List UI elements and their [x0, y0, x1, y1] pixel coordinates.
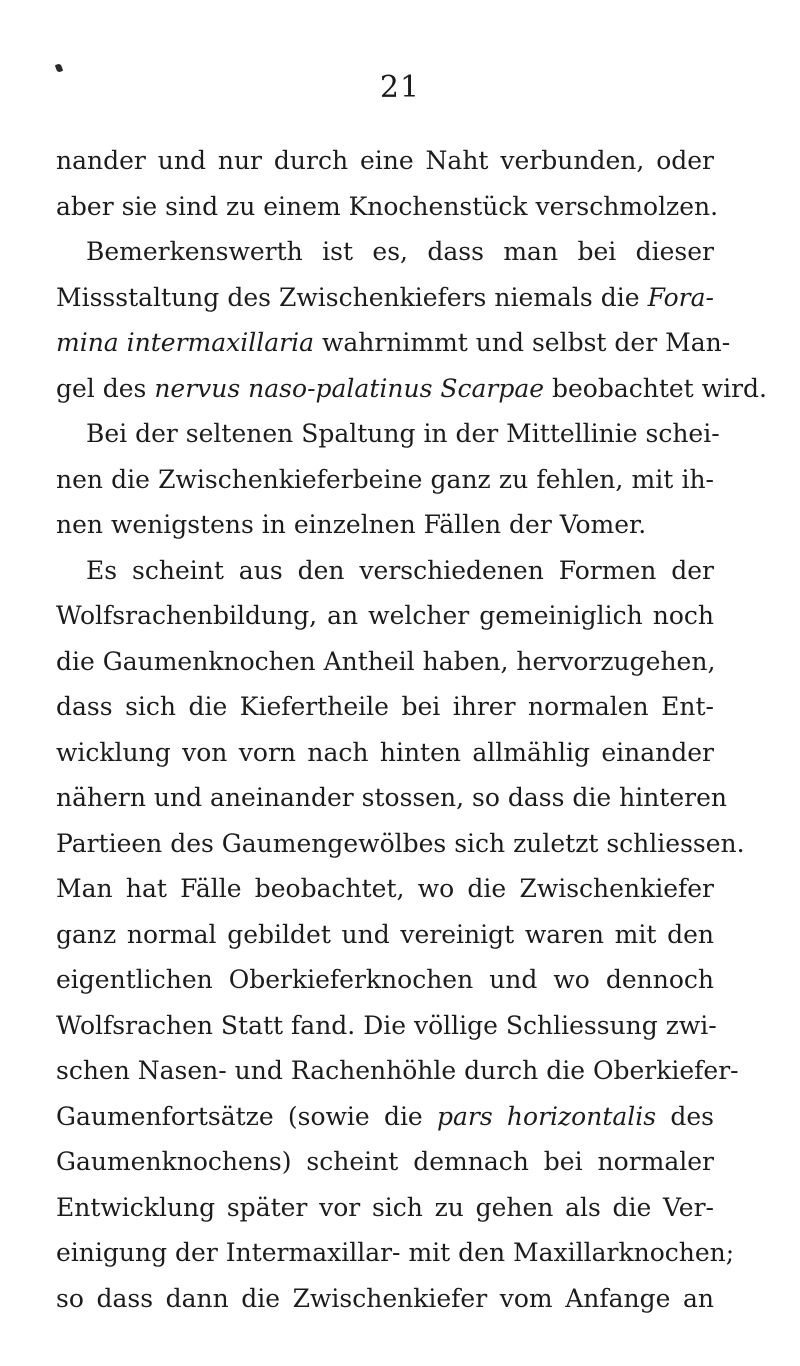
text-run: eigentlichen Oberkieferknochen und wo dennoch: [56, 965, 714, 994]
page-number: 21: [379, 70, 421, 105]
text-run: Missstaltung des Zwischenkiefers niemals die: [56, 282, 648, 312]
text-line-21: [56, 1048, 739, 1094]
text-run: nen die Zwischenkieferbeine ganz zu fehlen, mit ih-: [56, 464, 714, 494]
text-run: Man hat Fälle beobachtet, wo die Zwischenkiefer: [56, 874, 714, 903]
italic-term: Fora-: [647, 282, 714, 312]
text-line-1: [56, 138, 714, 184]
text-run: Partieen des Gaumengewölbes sich zuletzt schliessen.: [56, 828, 745, 858]
text-line-15: [56, 775, 727, 821]
text-line-16: [56, 821, 745, 867]
italic-term: mina intermaxillaria: [56, 328, 314, 357]
text-run: die Gaumenknochen Antheil haben, hervorzugehen,: [56, 646, 716, 676]
text-line-5: [56, 320, 731, 366]
text-line-11: [56, 593, 714, 639]
text-run: nander und nur durch eine Naht verbunden, oder: [56, 146, 714, 175]
text-run: Es scheint aus den verschiedenen Formen der: [86, 555, 714, 585]
text-run: des: [656, 1101, 714, 1131]
text-run: Wolfsrachenbildung, an welcher gemeiniglich noch: [56, 601, 714, 630]
italic-term: nervus naso-palatinus Scarpae: [154, 373, 545, 403]
text-run: Bemerkenswerth ist es, dass man bei dieser: [86, 237, 714, 266]
text-run: ganz normal gebildet und vereinigt waren mit den: [56, 919, 714, 949]
text-line-12: [56, 639, 714, 685]
text-run: nen wenigstens in einzelnen Fällen der Vomer.: [56, 510, 647, 539]
text-line-22: [56, 1094, 714, 1140]
text-run: gel des: [56, 373, 155, 403]
text-run: schen Nasen- und Rachenhöhle durch die Oberkiefer-: [56, 1056, 739, 1085]
text-line-17: [56, 866, 714, 912]
text-line-4: [56, 275, 714, 321]
text-run: aber sie sind zu einem Knochenstück verschmolzen.: [56, 191, 719, 221]
text-run: nähern und aneinander stossen, so dass die hinteren: [56, 783, 727, 812]
text-line-2: [56, 184, 719, 230]
text-line-7: [56, 411, 720, 457]
text-run: so dass dann die Zwischenkiefer vom Anfange an: [56, 1283, 714, 1313]
text-run: Entwicklung später vor sich zu gehen als die Ver-: [56, 1192, 714, 1222]
text-line-14: [56, 730, 714, 776]
italic-term: pars horizontalis: [436, 1101, 657, 1131]
text-line-9: [56, 502, 714, 548]
text-line-8: [56, 457, 714, 503]
text-line-19: [56, 957, 714, 1003]
text-line-24: [56, 1185, 714, 1231]
text-line-6: [56, 366, 767, 412]
text-run: Bei der seltenen Spaltung in der Mittellinie schei-: [86, 419, 720, 448]
text-run: dass sich die Kiefertheile bei ihrer normalen Ent-: [56, 692, 714, 721]
text-line-26: [56, 1276, 714, 1322]
text-run: einigung der Intermaxillar- mit den Maxillarknochen;: [56, 1238, 735, 1267]
text-run: beobachtet wird.: [544, 373, 767, 403]
text-line-23: [56, 1139, 714, 1185]
text-run: wicklung von vorn nach hinten allmählig einander: [56, 737, 714, 767]
text-run: Wolfsrachen Statt fand. Die völlige Schliessung zwi-: [56, 1010, 717, 1040]
text-run: Gaumenknochens) scheint demnach bei normaler: [56, 1147, 714, 1176]
text-run: wahrnimmt und selbst der Man-: [314, 328, 731, 357]
text-line-13: [56, 684, 714, 730]
text-line-18: [56, 912, 714, 958]
text-line-3: [56, 229, 714, 275]
text-line-25: [56, 1230, 735, 1276]
body-text: [56, 138, 767, 1321]
text-run: Gaumenfortsätze (sowie die: [56, 1101, 437, 1131]
text-line-10: [56, 548, 714, 594]
text-line-20: [56, 1003, 717, 1049]
